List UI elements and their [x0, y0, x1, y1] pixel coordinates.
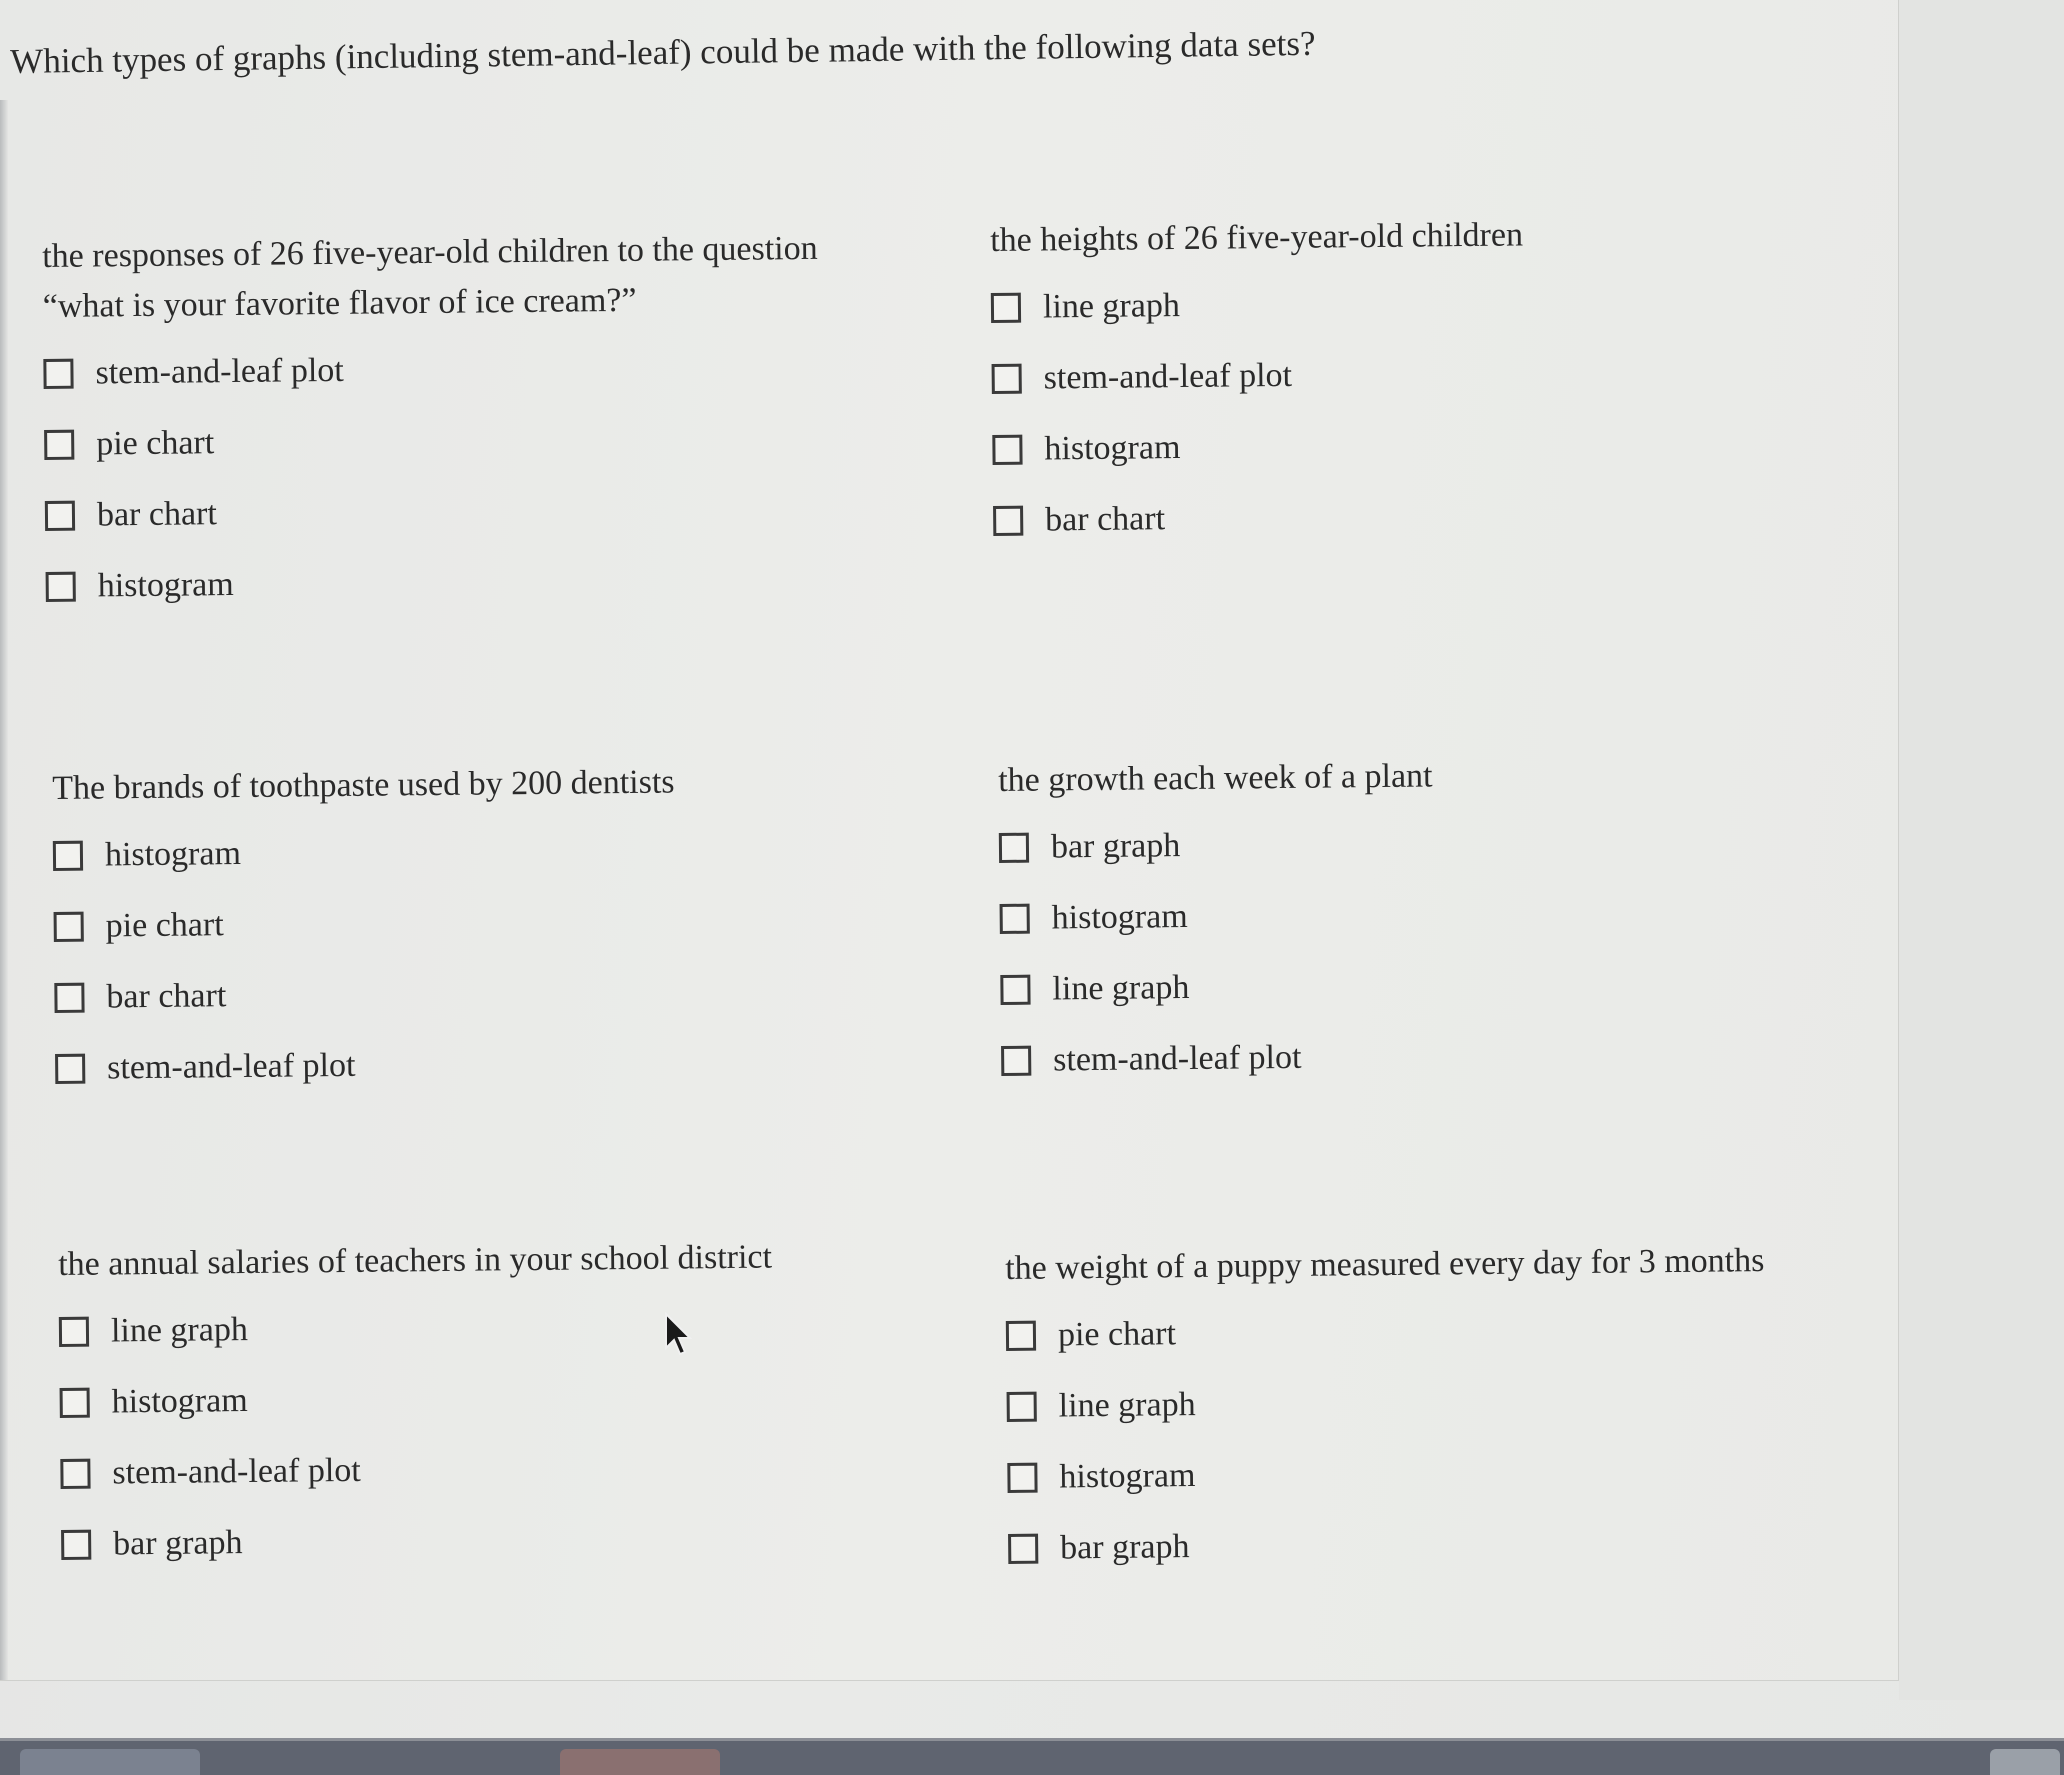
option-stem-and-leaf-plot[interactable]: stem-and-leaf plot	[1001, 1020, 1436, 1096]
question-title: Which types of graphs (including stem-and-leaf) could be made with the following data sets?	[10, 23, 1316, 81]
option-bar-chart[interactable]: bar chart	[54, 955, 677, 1033]
checkbox[interactable]	[54, 982, 84, 1012]
option-pie-chart[interactable]: pie chart	[44, 401, 820, 480]
taskbar-tab[interactable]	[20, 1749, 200, 1775]
checkbox[interactable]	[45, 500, 75, 530]
data-set-prompt: the weight of a puppy measured every day for 3 months	[1005, 1242, 1765, 1287]
data-set-prompt: the responses of 26 five-year-old children to the question “what is your favorite flavor of ice cream?”	[42, 229, 818, 325]
data-set-plant-growth	[998, 751, 1436, 1096]
data-set-prompt: the heights of 26 five-year-old children	[990, 216, 1524, 259]
checkbox[interactable]	[60, 1387, 90, 1417]
option-bar-graph[interactable]: bar graph	[999, 807, 1434, 883]
option-line-graph[interactable]: line graph	[991, 266, 1524, 343]
option-bar-graph[interactable]: bar graph	[61, 1502, 775, 1580]
option-stem-and-leaf-plot[interactable]: stem-and-leaf plot	[991, 337, 1524, 414]
option-histogram[interactable]: histogram	[1007, 1434, 1767, 1513]
data-set-heights	[990, 210, 1526, 556]
checkbox[interactable]	[1006, 1320, 1036, 1350]
option-line-graph[interactable]: line graph	[1000, 949, 1435, 1025]
data-set-puppy-weight	[1005, 1236, 1768, 1584]
data-set-salaries	[58, 1233, 775, 1580]
checkbox[interactable]	[992, 363, 1022, 393]
checkbox[interactable]	[55, 1053, 85, 1083]
taskbar	[0, 1738, 2064, 1775]
checkbox[interactable]	[1000, 974, 1030, 1004]
checkbox[interactable]	[999, 832, 1029, 862]
option-histogram[interactable]: histogram	[53, 813, 676, 891]
option-pie-chart[interactable]: pie chart	[1006, 1292, 1766, 1371]
checkbox[interactable]	[53, 840, 83, 870]
checkbox[interactable]	[1007, 1462, 1037, 1492]
data-set-prompt: The brands of toothpaste used by 200 dentists	[52, 763, 675, 807]
option-line-graph[interactable]: line graph	[59, 1289, 773, 1367]
option-histogram[interactable]: histogram	[999, 878, 1434, 954]
page-margin	[1899, 0, 2064, 1700]
option-stem-and-leaf-plot[interactable]: stem-and-leaf plot	[60, 1431, 774, 1509]
option-histogram[interactable]: histogram	[45, 543, 821, 622]
checkbox[interactable]	[1001, 1045, 1031, 1075]
taskbar-tab[interactable]	[560, 1749, 720, 1775]
data-set-prompt: the growth each week of a plant	[998, 757, 1433, 799]
checkbox[interactable]	[1007, 1391, 1037, 1421]
checkbox[interactable]	[59, 1316, 89, 1346]
option-stem-and-leaf-plot[interactable]: stem-and-leaf plot	[43, 330, 819, 409]
option-histogram[interactable]: histogram	[992, 408, 1525, 485]
checkbox[interactable]	[60, 1458, 90, 1488]
option-histogram[interactable]: histogram	[59, 1360, 773, 1438]
checkbox[interactable]	[992, 434, 1022, 464]
data-set-toothpaste	[52, 757, 678, 1103]
data-set-ice-cream	[42, 224, 821, 622]
option-bar-chart[interactable]: bar chart	[993, 479, 1526, 556]
checkbox[interactable]	[1000, 903, 1030, 933]
option-pie-chart[interactable]: pie chart	[53, 884, 676, 962]
checkbox[interactable]	[993, 505, 1023, 535]
checkbox[interactable]	[61, 1529, 91, 1559]
mouse-pointer-icon	[664, 1312, 692, 1358]
data-set-prompt: the annual salaries of teachers in your school district	[58, 1238, 773, 1283]
checkbox[interactable]	[1008, 1533, 1038, 1563]
checkbox[interactable]	[43, 358, 73, 388]
checkbox[interactable]	[54, 911, 84, 941]
option-stem-and-leaf-plot[interactable]: stem-and-leaf plot	[55, 1026, 678, 1104]
option-line-graph[interactable]: line graph	[1006, 1363, 1766, 1442]
checkbox[interactable]	[44, 429, 74, 459]
option-bar-graph[interactable]: bar graph	[1008, 1505, 1768, 1584]
checkbox[interactable]	[46, 571, 76, 601]
option-bar-chart[interactable]: bar chart	[45, 472, 821, 551]
taskbar-tab[interactable]	[1990, 1749, 2060, 1775]
checkbox[interactable]	[991, 292, 1021, 322]
page-edge-shadow	[0, 100, 8, 1680]
